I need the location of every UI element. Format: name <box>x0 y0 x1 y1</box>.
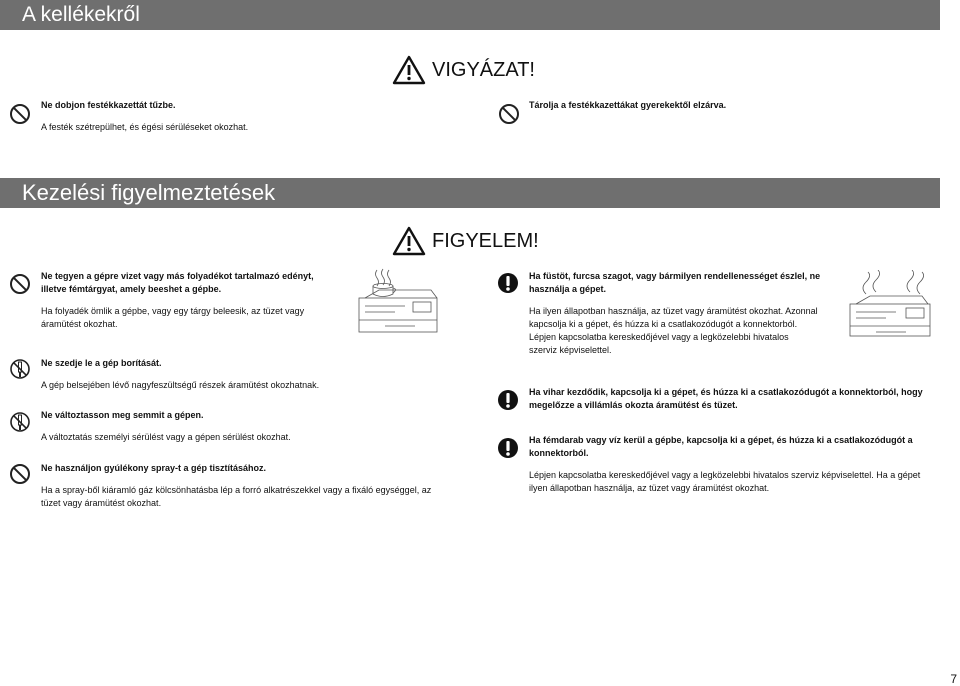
item-title: Ne használjon gyúlékony spray-t a gép tisztításához. <box>41 463 267 473</box>
item-title: Ha fémdarab vagy víz kerül a gépbe, kapcsolja ki a gépet, és húzza ki a csatlakozódugót a konnektorból. <box>529 435 913 458</box>
prohibition-icon <box>9 463 31 485</box>
item-text: Ha ilyen állapotban használja, az tüzet vagy áramütést okozhat. Azonnal kapcsolja ki a gépet, és húzza ki a csatlakozódugót a konnektorból. Lépjen kapcsolatba kereskedőjével vagy a legközelebbi hivatalos szerviz képviselettel. <box>529 306 818 355</box>
warning-signal <box>392 226 539 256</box>
item-text: A gép belsejében lévő nagyfeszültségű részek áramütést okozhatnak. <box>41 380 320 390</box>
section-title: Kezelési figyelmeztetések <box>22 180 276 205</box>
warning-item <box>41 409 381 444</box>
item-title: Ne dobjon festékkazettát tűzbe. <box>41 100 176 110</box>
warning-item <box>41 357 381 392</box>
warning-item <box>41 462 451 510</box>
section-title: A kellékekről <box>22 3 140 26</box>
warning-triangle-icon <box>392 226 426 256</box>
warning-item <box>529 434 939 495</box>
warning-item <box>41 270 341 331</box>
warning-triangle-icon <box>392 55 426 85</box>
item-text: Lépjen kapcsolatba kereskedőjével vagy a legközelebbi hivatalos szerviz képviselettel. Ha a gépet ilyen állapotban használja, az tüzet vagy áramütést okozhat. <box>529 470 921 493</box>
item-title: Ne szedje le a gép borítását. <box>41 358 162 368</box>
mandatory-action-icon <box>497 389 519 411</box>
item-title: Ne változtasson meg semmit a gépen. <box>41 410 204 420</box>
warning-label: FIGYELEM! <box>432 229 539 252</box>
warning-item <box>529 270 829 357</box>
smoking-copier-illustration <box>846 270 936 340</box>
copier-with-cup-illustration <box>355 266 441 336</box>
caution-item <box>41 99 421 134</box>
caution-signal <box>392 55 535 85</box>
mandatory-action-icon <box>497 272 519 294</box>
no-disassembly-icon <box>9 358 31 380</box>
section-header-supplies <box>0 0 940 30</box>
page-number: 7 <box>950 672 957 686</box>
item-text: A festék szétrepülhet, és égési sérüléseket okozhat. <box>41 122 249 132</box>
prohibition-icon <box>9 273 31 295</box>
item-title: Ha füstöt, furcsa szagot, vagy bármilyen rendellenességet észlel, ne használja a gépet. <box>529 271 821 294</box>
mandatory-action-icon <box>497 437 519 459</box>
item-text: A változtatás személyi sérülést vagy a gépen sérülést okozhat. <box>41 432 291 442</box>
caution-label: VIGYÁZAT! <box>432 58 535 81</box>
section-header-handling <box>0 178 940 208</box>
item-title: Ne tegyen a gépre vizet vagy más folyadékot tartalmazó edényt, illetve fémtárgyat, amely beeshet a gépbe. <box>41 271 314 294</box>
item-title: Tárolja a festékkazettákat gyerekektől elzárva. <box>529 100 727 110</box>
prohibition-icon <box>9 103 31 125</box>
prohibition-icon <box>498 103 520 125</box>
item-text: Ha a spray-ből kiáramló gáz kölcsönhatásba lép a forró alkatrészekkel vagy a fixáló egységgel, az tüzet vagy áramütést okozhat. <box>41 485 432 508</box>
warning-item <box>529 386 929 412</box>
item-text: Ha folyadék ömlik a gépbe, vagy egy tárgy beleesik, az tüzet vagy áramütést okozhat. <box>41 306 305 329</box>
no-disassembly-icon <box>9 411 31 433</box>
caution-item <box>529 99 909 112</box>
item-title: Ha vihar kezdődik, kapcsolja ki a gépet, és húzza ki a csatlakozódugót a konnektorból, hogy megelőzze a villámlás okozta áramütést és tüzet. <box>529 387 923 410</box>
